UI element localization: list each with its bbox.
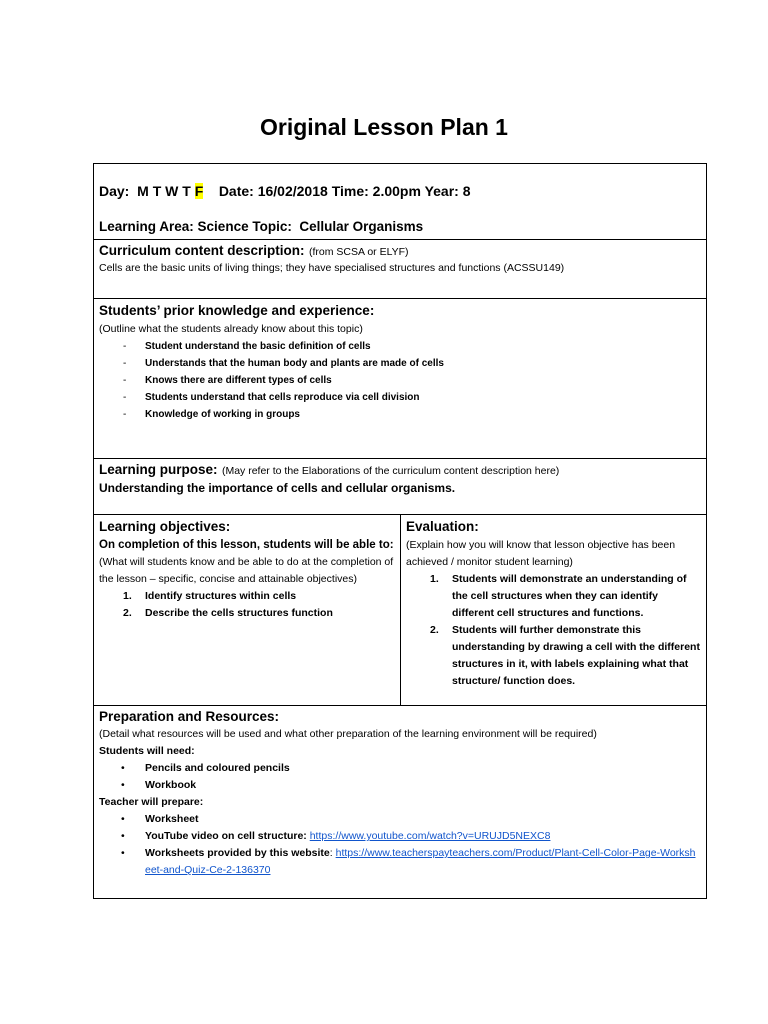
lesson-plan-table bbox=[93, 163, 707, 899]
list-item bbox=[99, 828, 701, 845]
objectives-evaluation-row bbox=[94, 515, 706, 706]
prior-knowledge-note: (Outline what the students already know about this topic) bbox=[99, 323, 363, 335]
topic-value: Cellular Organisms bbox=[299, 219, 424, 234]
area-value: Science bbox=[197, 219, 249, 234]
year-label: Year: bbox=[424, 183, 459, 199]
prior-knowledge-row bbox=[94, 299, 706, 459]
area-label: Learning Area: bbox=[99, 219, 194, 234]
resources-row bbox=[94, 706, 706, 898]
students-need-list bbox=[99, 760, 701, 794]
list-item: • Pencils and coloured pencils bbox=[99, 760, 701, 777]
objectives-cell bbox=[94, 515, 401, 705]
topic-label: Topic: bbox=[252, 219, 292, 234]
list-item: - Student understand the basic definition of cells bbox=[99, 338, 701, 355]
day-date-line bbox=[99, 183, 471, 199]
prior-knowledge-list bbox=[99, 338, 701, 423]
objectives-note: (What will students know and be able to do at the completion of the lesson – specific, concise and attainable objectives) bbox=[99, 556, 394, 585]
year-value: 8 bbox=[462, 183, 471, 199]
list-item: - Knowledge of working in groups bbox=[99, 406, 701, 423]
time-label: Time: bbox=[331, 183, 369, 199]
evaluation-note: (Explain how you will know that lesson objective has been achieved / monitor student learning) bbox=[406, 539, 676, 568]
worksheet-site-label: Worksheets provided by this website bbox=[145, 847, 330, 859]
selected-day: F bbox=[194, 183, 204, 199]
list-item: • Workbook bbox=[99, 777, 701, 794]
learning-purpose-row bbox=[94, 459, 706, 515]
students-need-label: Students will need: bbox=[99, 745, 195, 757]
evaluation-heading: Evaluation: bbox=[406, 519, 479, 534]
curriculum-note: (from SCSA or ELYF) bbox=[308, 246, 409, 258]
youtube-link[interactable]: https://www.youtube.com/watch?v=URUJD5NEXC8 bbox=[309, 830, 551, 842]
prior-knowledge-heading: Students’ prior knowledge and experience: bbox=[99, 303, 375, 318]
teacher-prepare-label: Teacher will prepare: bbox=[99, 796, 204, 808]
area-topic-line bbox=[99, 219, 423, 234]
purpose-text: Understanding the importance of cells and cellular organisms. bbox=[99, 481, 456, 495]
youtube-label: YouTube video on cell structure: bbox=[145, 830, 307, 842]
purpose-note: (May refer to the Elaborations of the curriculum content description here) bbox=[221, 465, 560, 477]
purpose-heading: Learning purpose: bbox=[99, 462, 218, 477]
resources-note: (Detail what resources will be used and what other preparation of the learning environment will be required) bbox=[99, 728, 597, 740]
day-label: Day: bbox=[99, 183, 130, 199]
time-value: 2.00pm bbox=[372, 183, 421, 199]
list-item: 1. Identify structures within cells bbox=[123, 590, 297, 602]
list-item: - Students understand that cells reproduce via cell division bbox=[99, 389, 701, 406]
objectives-intro: On completion of this lesson, students will be able to: bbox=[99, 539, 394, 551]
teacher-prepare-list bbox=[99, 811, 701, 879]
date-label: Date: bbox=[218, 183, 254, 199]
list-item: • Worksheet bbox=[99, 811, 701, 828]
list-item: • Worksheets provided by this website: https://www.teacherspayteachers.com/Product/Plant-Cell-Color-Page-Worksheet-and-Quiz-Ce-2-136370 bbox=[99, 845, 701, 879]
worksheet-site-link[interactable]: https://www.teacherspayteachers.com/Product/Plant-Cell-Color-Page-Worksheet-and-Quiz-Ce-2-136370 bbox=[145, 847, 696, 876]
list-item: 1. Students will demonstrate an understanding of the cell structures when they can identify different cell structures and functions. bbox=[430, 573, 687, 619]
page-title: Original Lesson Plan 1 bbox=[260, 114, 508, 140]
list-item: - Understands that the human body and plants are made of cells bbox=[99, 355, 701, 372]
list-item: 2. Students will further demonstrate this understanding by drawing a cell with the different structures in it, with labels explaining what that structure/ function does. bbox=[430, 624, 700, 687]
list-item: - Knows there are different types of cells bbox=[99, 372, 701, 389]
objectives-list bbox=[99, 588, 395, 622]
evaluation-list bbox=[406, 571, 701, 690]
list-item: 2. Describe the cells structures function bbox=[123, 607, 333, 619]
date-value: 16/02/2018 bbox=[257, 183, 328, 199]
curriculum-text: Cells are the basic units of living things; they have specialised structures and functions (ACSSU149) bbox=[99, 262, 565, 274]
evaluation-cell bbox=[401, 515, 706, 705]
curriculum-row bbox=[94, 240, 706, 299]
days-list: M T W T bbox=[137, 183, 191, 199]
resources-heading: Preparation and Resources: bbox=[99, 709, 280, 724]
curriculum-heading: Curriculum content description: bbox=[99, 243, 305, 258]
header-row bbox=[94, 164, 706, 240]
objectives-heading: Learning objectives: bbox=[99, 519, 231, 534]
